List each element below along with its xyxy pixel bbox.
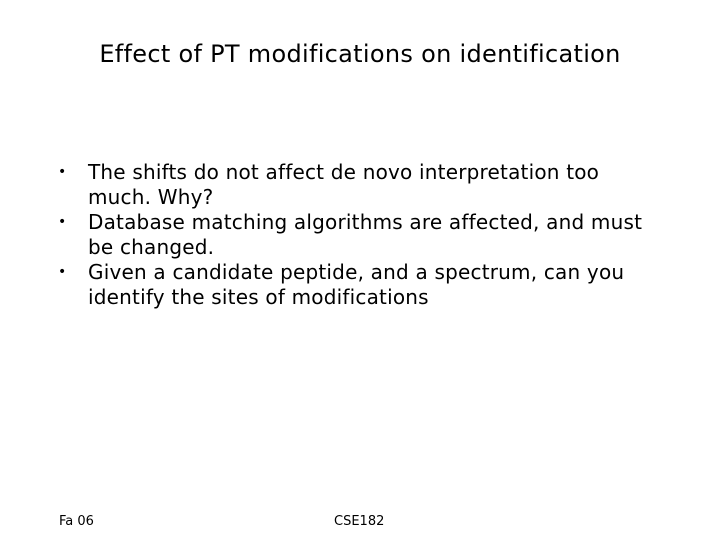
- bullet-marker: •: [58, 214, 67, 230]
- bullet-item: [58, 210, 668, 260]
- bullet-marker: •: [58, 264, 67, 280]
- bullet-item: [58, 160, 668, 210]
- bullet-marker: •: [58, 164, 67, 180]
- bullet-item: [58, 260, 668, 310]
- footer-date: Fa 06: [59, 514, 94, 529]
- footer-course: CSE182: [334, 514, 385, 529]
- bullet-text: Given a candidate peptide, and a spectrum, can you identify the sites of modifications: [88, 260, 625, 309]
- bullet-text: The shifts do not affect de novo interpretation too much. Why?: [88, 160, 600, 209]
- bullet-list: [58, 160, 668, 310]
- bullet-text: Database matching algorithms are affected, and must be changed.: [88, 210, 643, 259]
- slide-title: Effect of PT modifications on identification: [99, 40, 621, 68]
